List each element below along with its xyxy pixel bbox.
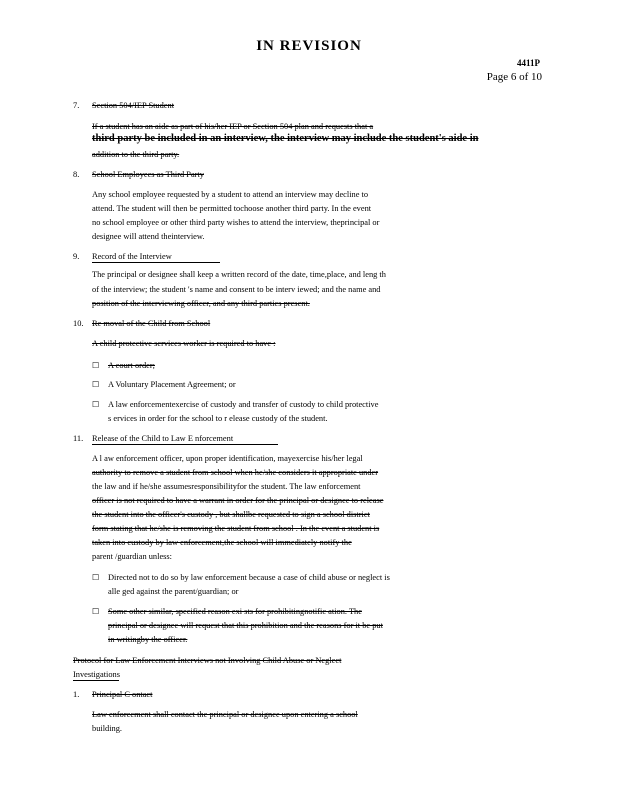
section-11-line-1: A l aw enforcement officer, upon proper identification, mayexercise his/her legal	[92, 454, 363, 463]
checkbox-icon: ☐	[92, 361, 100, 370]
checkbox-icon: ☐	[92, 380, 100, 389]
section-9-line-2: of the interview; the student 's name and consent to be interv iewed; and the name and	[92, 285, 381, 294]
principal-contact-line-1: Law enforcement shall contact the principal or designee upon entering a school	[92, 710, 358, 719]
principal-contact-line-2: building.	[92, 724, 123, 733]
section-7-number: 7.	[73, 101, 80, 110]
section-10-item-3: A law enforcementexercise of custody and transfer of custody to child protective	[108, 400, 379, 409]
section-11-line-4: officer is not required to have a warrant in order for the principal or designee to release	[92, 496, 384, 505]
protocol-heading-line-1: Protocol for Law Enforcement Interviews not Involving Child Abuse or Neglect	[73, 656, 342, 665]
protocol-heading-line-2: Investigations	[73, 670, 120, 679]
section-11-item-2-cont-1: principal or designee will request that this prohibition and the reasons for it be put	[108, 621, 383, 630]
section-7-line-2: third party be included in an interview, the interview may include the student's aide in	[92, 133, 479, 144]
section-10-number: 10.	[73, 319, 84, 328]
page-title: IN REVISION	[256, 38, 362, 54]
section-8-line-1: Any school employee requested by a student to attend an interview may decline to	[92, 190, 369, 199]
checkbox-icon: ☐	[92, 607, 100, 616]
section-9-line-1: The principal or designee shall keep a written record of the date, time,place, and leng th	[92, 270, 386, 279]
section-7-heading: Section 504/IEP Student	[92, 101, 175, 110]
section-8-line-4: designee will attend theinterview.	[92, 232, 205, 241]
section-8-line-2: attend. The student will then be permitted tochoose another third party. In the event	[92, 204, 372, 213]
section-10-item-1: A court order;	[108, 361, 155, 370]
section-9-heading: Record of the Interview	[92, 252, 172, 261]
section-9-line-3: position of the interviewing officer, and any third parties present.	[92, 299, 310, 308]
section-10-heading: Re moval of the Child from School	[92, 319, 211, 328]
section-10-item-2: A Voluntary Placement Agreement; or	[108, 380, 236, 389]
section-10-intro: A child protective services worker is required to have :	[92, 339, 276, 348]
section-11-line-7: taken into custody by law enforcement,the school will immediately notify the	[92, 538, 352, 547]
section-9-number: 9.	[73, 252, 80, 261]
section-11-item-2-cont-2: in writingby the officer.	[108, 635, 188, 644]
section-10-item-3-cont: s ervices in order for the school to r elease custody of the student.	[108, 414, 328, 423]
section-11-line-6: form stating that he/she is removing the student from school . In the event a student is	[92, 524, 380, 533]
section-7-line-1: If a student has an aide as part of his/her IEP or Section 504 plan and requests that a	[92, 122, 374, 131]
protocol-heading-underline	[73, 680, 119, 681]
section-11-item-2: Some other similar, specified reason exi sts for prohibitingnotific ation. The	[108, 607, 362, 616]
doc-code: 4411P	[516, 58, 540, 68]
section-8-heading: School Employees as Third Party	[92, 170, 204, 179]
section-9-heading-underline	[92, 262, 220, 263]
section-11-line-3: the law and if he/she assumesresponsibilityfor the student. The law enforcement	[92, 482, 361, 491]
section-11-line-8: parent /guardian unless:	[92, 552, 173, 561]
principal-contact-number: 1.	[73, 690, 80, 699]
checkbox-icon: ☐	[92, 573, 100, 582]
section-11-heading-underline	[92, 444, 278, 445]
section-11-line-5: the student into the officer's custody , but shallbe requested to sign a school district	[92, 510, 370, 519]
principal-contact-heading: Principal C ontact	[92, 690, 153, 699]
section-11-item-1-cont: alle ged against the parent/guardian; or	[108, 587, 239, 596]
section-11-heading: Release of the Child to Law E nforcement	[92, 434, 234, 443]
section-11-item-1: Directed not to do so by law enforcement because a case of child abuse or neglect is	[108, 573, 390, 582]
section-7-line-3: addition to the third party.	[92, 150, 180, 159]
section-11-line-2: authority to remove a student from school when he/she considers it appropriate under	[92, 468, 379, 477]
page-number: Page 6 of 10	[486, 71, 542, 83]
checkbox-icon: ☐	[92, 400, 100, 409]
section-8-number: 8.	[73, 170, 80, 179]
section-8-line-3: no school employee or other third party wishes to attend the interview, theprincipal or	[92, 218, 380, 227]
section-11-number: 11.	[73, 434, 84, 443]
